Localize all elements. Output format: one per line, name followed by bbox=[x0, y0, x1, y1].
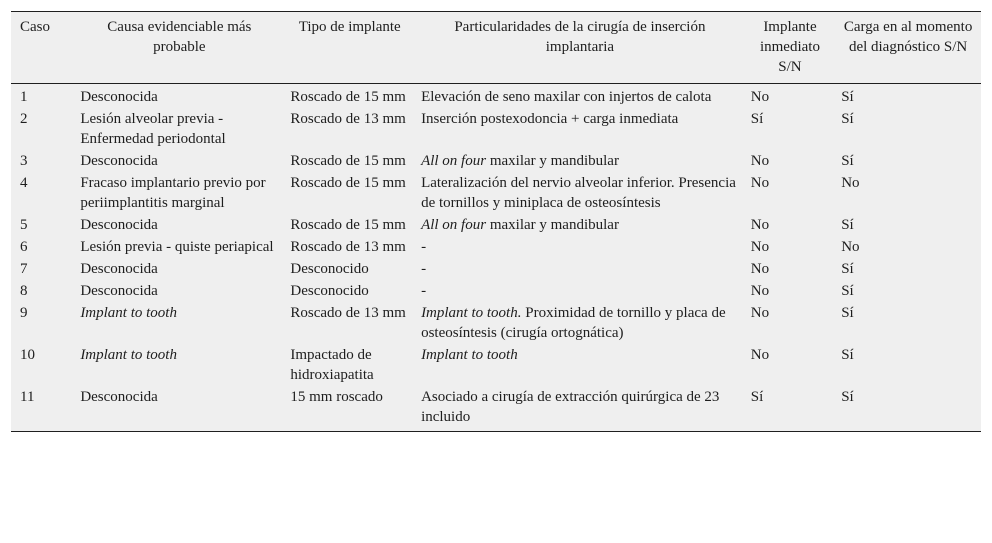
particularidades-text: Elevación de seno maxilar con injertos de calota bbox=[421, 89, 712, 105]
cell-inmediato: No bbox=[750, 153, 770, 169]
cell-inmediato: No bbox=[750, 239, 770, 255]
particularidades-italic: All on four bbox=[421, 153, 487, 169]
cell-inmediato: Sí bbox=[750, 111, 764, 127]
cell-carga: Sí bbox=[841, 305, 854, 321]
cell-causa: Desconocida bbox=[80, 153, 158, 169]
cell-inmediato: No bbox=[750, 217, 770, 233]
cell-carga: Sí bbox=[841, 153, 854, 169]
cell-particularidades bbox=[415, 150, 745, 172]
cell-caso: 8 bbox=[20, 283, 28, 299]
header-inmediato: Implante inmediato S/N bbox=[759, 19, 820, 75]
cell-caso: 11 bbox=[20, 389, 35, 405]
cell-causa: Lesión alveolar previa - Enfermedad periodontal bbox=[80, 111, 226, 147]
cell-carga: Sí bbox=[841, 347, 854, 363]
cell-tipo: Roscado de 13 mm bbox=[290, 305, 406, 321]
cell-tipo: Roscado de 15 mm bbox=[290, 89, 406, 105]
table-row bbox=[11, 280, 981, 302]
cell-particularidades bbox=[415, 236, 745, 258]
table-row bbox=[11, 108, 981, 150]
cell-tipo: Desconocido bbox=[290, 283, 369, 299]
table-row bbox=[11, 386, 981, 432]
cell-causa: Implant to tooth bbox=[80, 347, 177, 363]
particularidades-italic: All on four bbox=[421, 217, 487, 233]
particularidades-text: - bbox=[421, 261, 427, 277]
table-row bbox=[11, 258, 981, 280]
cell-particularidades bbox=[415, 386, 745, 432]
cell-particularidades bbox=[415, 172, 745, 214]
cell-causa: Implant to tooth bbox=[80, 305, 177, 321]
cell-tipo: Roscado de 15 mm bbox=[290, 153, 406, 169]
cell-carga: Sí bbox=[841, 217, 854, 233]
header-caso: Caso bbox=[20, 19, 50, 35]
cell-causa: Desconocida bbox=[80, 283, 158, 299]
cell-causa: Desconocida bbox=[80, 217, 158, 233]
cell-caso: 2 bbox=[20, 111, 28, 127]
cell-causa: Desconocida bbox=[80, 261, 158, 277]
cell-inmediato: Sí bbox=[750, 389, 764, 405]
cell-tipo: Roscado de 13 mm bbox=[290, 239, 406, 255]
cell-caso: 10 bbox=[20, 347, 35, 363]
particularidades-text: maxilar y mandibular bbox=[486, 153, 619, 169]
cell-tipo: Roscado de 15 mm bbox=[290, 217, 406, 233]
particularidades-text: Inserción postexodoncia + carga inmediata bbox=[421, 111, 679, 127]
particularidades-text: Lateralización del nervio alveolar inferior. Presencia de tornillos y miniplaca de osteosíntesis bbox=[421, 175, 736, 211]
cell-tipo: Roscado de 13 mm bbox=[290, 111, 406, 127]
cell-tipo: Desconocido bbox=[290, 261, 369, 277]
header-tipo: Tipo de implante bbox=[298, 19, 401, 35]
cell-carga: Sí bbox=[841, 89, 854, 105]
cell-causa: Desconocida bbox=[80, 389, 158, 405]
table-row bbox=[11, 172, 981, 214]
cases-table bbox=[11, 11, 981, 432]
table-row bbox=[11, 214, 981, 236]
header-causa: Causa evidenciable más probable bbox=[107, 19, 252, 55]
cell-inmediato: No bbox=[750, 305, 770, 321]
cell-causa: Lesión previa - quiste periapical bbox=[80, 239, 274, 255]
cell-caso: 1 bbox=[20, 89, 28, 105]
cell-caso: 6 bbox=[20, 239, 28, 255]
cell-carga: Sí bbox=[841, 261, 854, 277]
cell-caso: 7 bbox=[20, 261, 28, 277]
cell-caso: 4 bbox=[20, 175, 28, 191]
cell-tipo: Impactado de hidroxiapatita bbox=[290, 347, 374, 383]
cell-tipo: 15 mm roscado bbox=[290, 389, 383, 405]
table-body bbox=[11, 84, 981, 432]
cell-particularidades bbox=[415, 214, 745, 236]
cell-particularidades bbox=[415, 302, 745, 344]
cell-carga: No bbox=[841, 239, 860, 255]
particularidades-text: Asociado a cirugía de extracción quirúrgica de 23 incluido bbox=[421, 389, 720, 425]
cell-particularidades bbox=[415, 344, 745, 386]
cell-caso: 3 bbox=[20, 153, 28, 169]
particularidades-text: maxilar y mandibular bbox=[486, 217, 619, 233]
cell-carga: Sí bbox=[841, 111, 854, 127]
table-row bbox=[11, 150, 981, 172]
cell-particularidades bbox=[415, 280, 745, 302]
cell-inmediato: No bbox=[750, 261, 770, 277]
cell-tipo: Roscado de 15 mm bbox=[290, 175, 406, 191]
cell-inmediato: No bbox=[750, 283, 770, 299]
cell-inmediato: No bbox=[750, 347, 770, 363]
cell-causa: Desconocida bbox=[80, 89, 158, 105]
particularidades-text: - bbox=[421, 283, 427, 299]
cell-carga: Sí bbox=[841, 389, 854, 405]
cell-particularidades bbox=[415, 84, 745, 109]
header-particularidades: Particularidades de la cirugía de inserción implantaria bbox=[454, 19, 706, 55]
cell-inmediato: No bbox=[750, 175, 770, 191]
table-row bbox=[11, 344, 981, 386]
cell-carga: Sí bbox=[841, 283, 854, 299]
cell-inmediato: No bbox=[750, 89, 770, 105]
cell-carga: No bbox=[841, 175, 860, 191]
cell-caso: 5 bbox=[20, 217, 28, 233]
table-row bbox=[11, 302, 981, 344]
header-row bbox=[11, 12, 981, 84]
cell-caso: 9 bbox=[20, 305, 28, 321]
particularidades-text: Proximidad de tornillo y placa de osteosíntesis (cirugía ortognática) bbox=[421, 305, 726, 341]
header-carga: Carga en al momento del diagnóstico S/N bbox=[843, 19, 973, 55]
cell-particularidades bbox=[415, 108, 745, 150]
table-row bbox=[11, 84, 981, 109]
cell-particularidades bbox=[415, 258, 745, 280]
cell-causa: Fracaso implantario previo por periimplantitis marginal bbox=[80, 175, 266, 211]
particularidades-italic: Implant to tooth bbox=[421, 347, 518, 363]
particularidades-italic: Implant to tooth. bbox=[421, 305, 522, 321]
table-row bbox=[11, 236, 981, 258]
particularidades-text: - bbox=[421, 239, 427, 255]
